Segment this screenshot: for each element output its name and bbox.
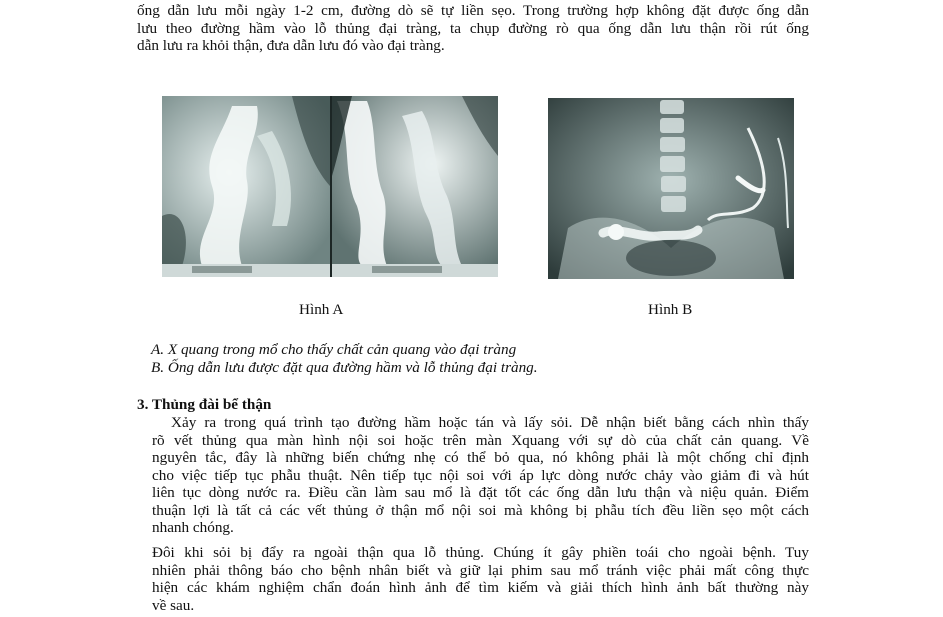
section-heading: 3. Thủng đài bể thận: [137, 396, 272, 413]
xray-image-a-drawing: [162, 96, 498, 277]
xray-image-b-drawing: [548, 98, 794, 279]
paragraph-line: hiện các khám nghiệm chẩn đoán hình ảnh để tìm kiếm và giải thích hình ảnh bất thường này: [152, 579, 809, 596]
legend-b: B. Ống dẫn lưu được đặt qua đường hầm và lỗ thủng đại tràng.: [151, 359, 538, 376]
intro-paragraph: [137, 2, 809, 55]
figure-b-caption: Hình B: [648, 301, 693, 318]
xray-image-a: [162, 96, 498, 277]
figure-a-caption: Hình A: [299, 301, 344, 318]
section-paragraph-2: [137, 544, 809, 614]
paragraph-line: Đôi khi sỏi bị đẩy ra ngoài thận qua lỗ thủng. Chúng ít gây phiền toái cho ngoài bệnh. Tuy: [152, 544, 809, 561]
paragraph-line: liên tục dòng nước ra. Điều cần làm sau mổ là đặt tốt các ống dẫn lưu thận và niệu quản. Điểm: [152, 484, 809, 501]
paragraph-line: rõ vết thủng qua màn hình nội soi hoặc trên màn Xquang với sự dò của chất cản quang. Về: [152, 431, 809, 449]
paragraph-line: nhiên phải thông báo cho bệnh nhân biết và giữ lại phim sau mổ tránh việc phải mất công thực: [152, 561, 809, 579]
paragraph-line: thuận lợi là tất cả các vết thủng ở thận mổ nội soi mà không bị phẫu tích đều liền sẹo một cách: [152, 501, 809, 519]
paragraph-line: nguyên tắc, đây là những biến chứng nhẹ có thể bỏ qua, nó không phải là một chống chỉ định: [152, 449, 809, 466]
intro-line: dẫn lưu ra khỏi thận, đưa dẫn lưu đó vào đại tràng.: [137, 37, 445, 54]
paragraph-line: Xảy ra trong quá trình tạo đường hầm hoặc tán và lấy sỏi. Dễ nhận biết bằng cách nhìn thấy: [171, 414, 809, 431]
paragraph-line: nhanh chóng.: [152, 519, 234, 536]
intro-line: lưu theo đường hầm vào lỗ thủng đại tràng, ta chụp đường rò qua ống dẫn lưu thận rồi rút ống: [137, 19, 809, 37]
legend-a: A. X quang trong mổ cho thấy chất cản quang vào đại tràng: [151, 341, 517, 358]
paragraph-line: về sau.: [152, 596, 195, 614]
intro-line: ống dẫn lưu mỗi ngày 1-2 cm, đường dò sẽ tự liền sẹo. Trong trường hợp không đặt được ống dẫn: [137, 2, 809, 19]
xray-image-b: [548, 98, 794, 279]
section-paragraph-1: [137, 414, 809, 537]
paragraph-line: cho việc tiếp tục phẫu thuật. Nên tiếp tục nội soi với áp lực dòng nước chảy vào giảm đi và hút: [152, 466, 809, 484]
